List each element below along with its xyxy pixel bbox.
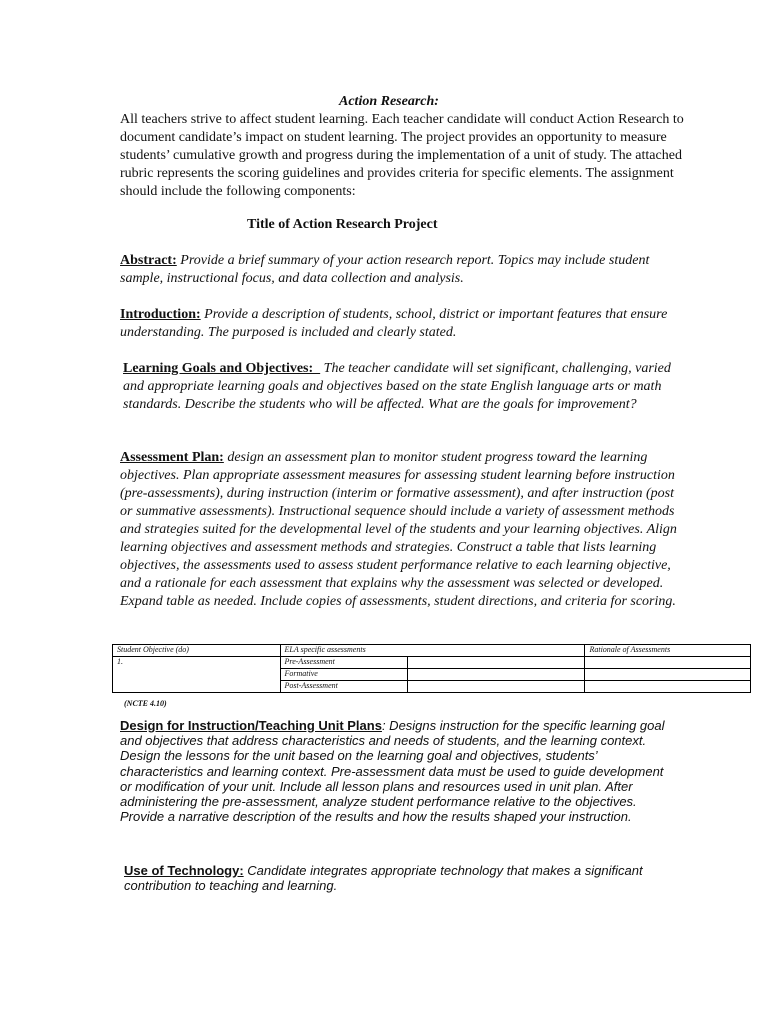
empty-cell bbox=[407, 669, 585, 681]
technology-section bbox=[124, 863, 672, 893]
document-heading: Action Research: bbox=[339, 94, 439, 109]
table-header-cell: Rationale of Assessments bbox=[585, 645, 751, 657]
assessment-cell: Formative bbox=[280, 669, 407, 681]
table-header-row bbox=[113, 645, 751, 657]
project-title: Title of Action Research Project bbox=[247, 217, 438, 232]
assessment-plan-label: Assessment Plan: bbox=[120, 450, 224, 465]
assessment-cell: Pre-Assessment bbox=[280, 657, 407, 669]
technology-text: Candidate integrates appropriate technology that makes a significant contribution to teaching and learning. bbox=[124, 863, 643, 894]
introduction-text: Provide a description of students, school, district or important features that ensure understanding. The purposed is included and clearly stated. bbox=[120, 307, 668, 340]
abstract-label: Abstract: bbox=[120, 253, 177, 268]
design-instruction-label: Design for Instruction/Teaching Unit Plans bbox=[120, 718, 382, 733]
assessment-plan-text: design an assessment plan to monitor student progress toward the learning objectives. Plan appropriate assessment measures for assessing student learning before instruction (pre-assessments), during instruction (interim or formative assessment), and after instruction (post or summative assessments). Instructional sequence should include a variety of assessment methods and strategies suited for the developmental level of the students and your learning objectives. Align learning objectives and assessment methods and strategies. Construct a table that lists learning objectives, the assessments used to assess student performance relative to each learning objective, and a rationale for each assessment that explains why the assessment was selected or developed. Expand table as needed. Include copies of assessments, student directions, and criteria for scoring. bbox=[120, 450, 677, 609]
learning-goals-label: Learning Goals and Objectives: bbox=[123, 361, 321, 376]
empty-cell bbox=[585, 669, 751, 681]
learning-goals-text: The teacher candidate will set significant, challenging, varied and appropriate learning goals and objectives based on the state English language arts or math standards. Describe the students who will be affected. What are the goals for improvement? bbox=[123, 361, 671, 412]
assessment-table bbox=[112, 644, 751, 693]
ncte-reference: (NCTE 4.10) bbox=[124, 699, 167, 708]
objective-number-cell: 1. bbox=[113, 657, 281, 693]
empty-cell bbox=[407, 681, 585, 693]
empty-cell bbox=[585, 657, 751, 669]
table-header-cell: ELA specific assessments bbox=[280, 645, 585, 657]
empty-cell bbox=[407, 657, 585, 669]
abstract-text: Provide a brief summary of your action research report. Topics may include student sample, instructional focus, and data collection and analysis. bbox=[120, 253, 650, 286]
introduction-label: Introduction: bbox=[120, 307, 201, 322]
design-instruction-text: : Designs instruction for the specific learning goal and objectives that address characteristics and needs of students, and the learning context. Design the lessons for the unit based on the learning goal and objectives, students’ characteristics and learning context. Pre-assessment data must be used to guide development or modification of your unit. Include all lesson plans and resources used in unit plan. After administering the pre-assessment, analyze student performance relative to the objectives. Provide a narrative description of the results and how the results shaped your instruction. bbox=[120, 718, 665, 825]
empty-cell bbox=[585, 681, 751, 693]
table-row bbox=[113, 657, 751, 669]
assessment-plan-section bbox=[120, 449, 680, 611]
introduction-section bbox=[120, 306, 680, 342]
intro-paragraph: All teachers strive to affect student learning. Each teacher candidate will conduct Action Research to document candidate’s impact on student learning. The project provides an opportunity to measure students’ cumulative growth and progress during the implementation of a unit of study. The attached rubric represents the scoring guidelines and provides criteria for specific elements. The assignment should include the following components: bbox=[120, 112, 684, 199]
technology-label: Use of Technology: bbox=[124, 863, 244, 878]
learning-goals-section bbox=[123, 360, 683, 414]
table-header-cell: Student Objective (do) bbox=[113, 645, 281, 657]
assessment-cell: Post-Assessment bbox=[280, 681, 407, 693]
design-instruction-section bbox=[120, 718, 668, 824]
abstract-section bbox=[120, 252, 680, 288]
